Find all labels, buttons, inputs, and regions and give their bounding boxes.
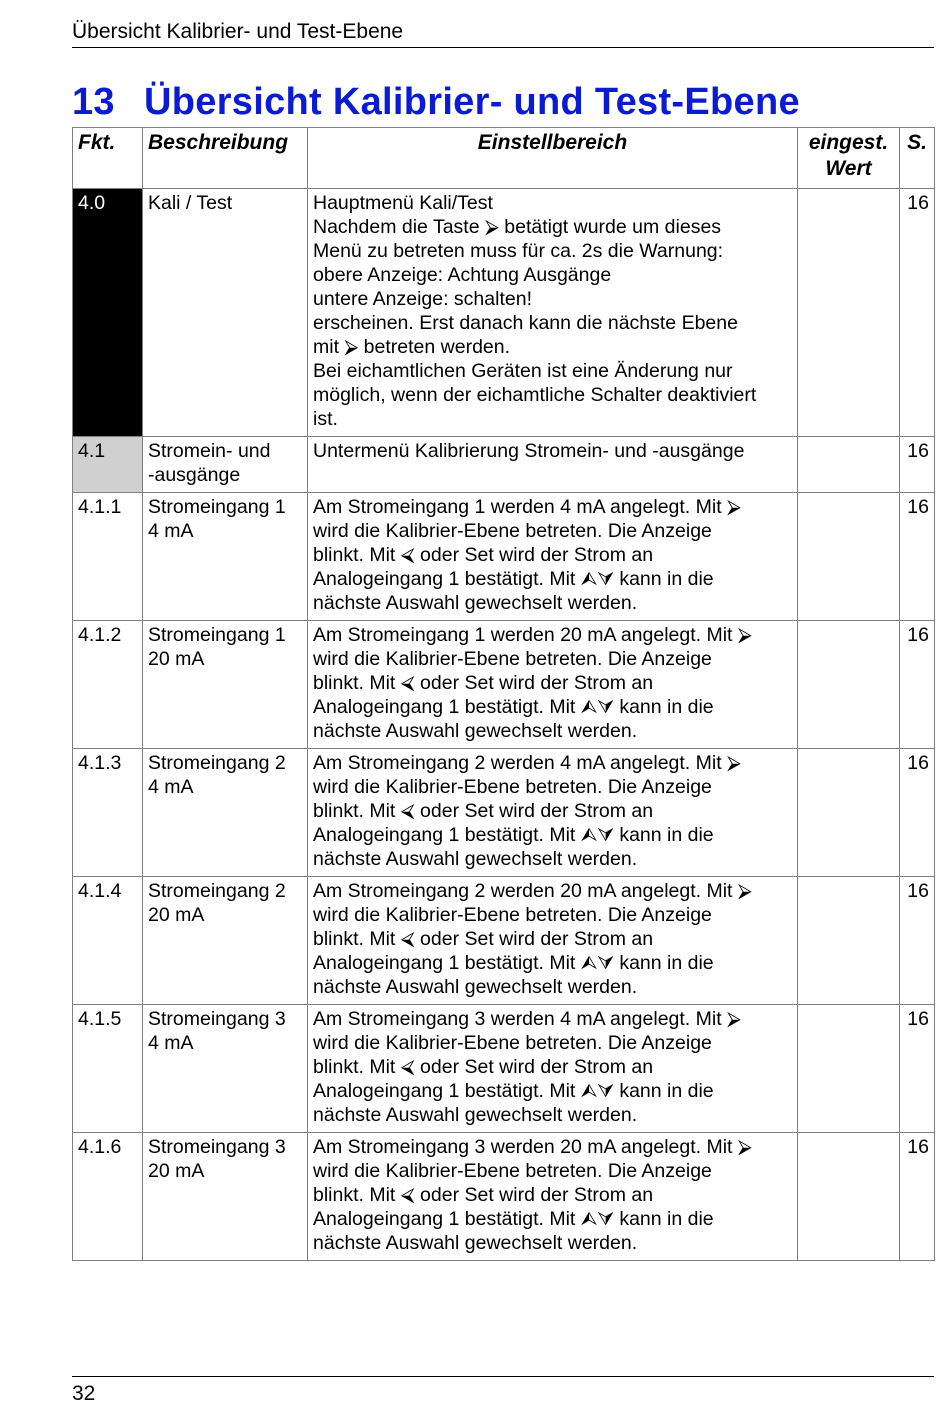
einstellbereich-line: mit ⮚ betreten werden.	[313, 336, 511, 358]
einstellbereich-line: Untermenü Kalibrierung Stromein- und -ausgänge	[313, 440, 745, 462]
einstellbereich-line: Analogeingang 1 bestätigt. Mit ⮙⮛ kann in die	[313, 824, 714, 846]
cell-beschreibung	[143, 189, 308, 437]
einstellbereich-line: nächste Auswahl gewechselt werden.	[313, 848, 638, 870]
einstellbereich-line: wird die Kalibrier-Ebene betreten. Die Anzeige	[313, 520, 712, 542]
cell-beschreibung	[143, 749, 308, 877]
beschreibung-line: Stromeingang 1	[148, 496, 286, 518]
cell-seite: 16	[900, 437, 935, 493]
cell-beschreibung	[143, 437, 308, 493]
einstellbereich-line: Nachdem die Taste ⮚ betätigt wurde um dieses	[313, 216, 722, 238]
einstellbereich-line: Am Stromeingang 2 werden 20 mA angelegt. Mit ⮚	[313, 880, 752, 902]
column-header-eingest-wert	[798, 128, 900, 189]
beschreibung-line: Stromeingang 2	[148, 880, 286, 902]
cell-eingest-wert	[798, 437, 900, 493]
overview-table	[72, 127, 935, 1261]
einstellbereich-line: wird die Kalibrier-Ebene betreten. Die Anzeige	[313, 1032, 712, 1054]
einstellbereich-line: Bei eichamtlichen Geräten ist eine Änderung nur	[313, 360, 733, 382]
cell-fkt: 4.1.4	[73, 877, 143, 1005]
cell-einstellbereich	[308, 749, 798, 877]
cell-fkt: 4.1	[73, 437, 143, 493]
table-row	[73, 877, 935, 1005]
cell-eingest-wert	[798, 877, 900, 1005]
einstellbereich-line: blinkt. Mit ⮘ oder Set wird der Strom an	[313, 928, 654, 950]
cell-seite: 16	[900, 1005, 935, 1133]
table-row	[73, 621, 935, 749]
beschreibung-line: Stromeingang 3	[148, 1136, 286, 1158]
einstellbereich-line: Analogeingang 1 bestätigt. Mit ⮙⮛ kann in die	[313, 952, 714, 974]
einstellbereich-line: Am Stromeingang 3 werden 4 mA angelegt. Mit ⮚	[313, 1008, 741, 1030]
einstellbereich-line: nächste Auswahl gewechselt werden.	[313, 976, 638, 998]
einstellbereich-line: wird die Kalibrier-Ebene betreten. Die Anzeige	[313, 904, 712, 926]
cell-seite: 16	[900, 877, 935, 1005]
einstellbereich-line: erscheinen. Erst danach kann die nächste Ebene	[313, 312, 738, 334]
einstellbereich-line: wird die Kalibrier-Ebene betreten. Die Anzeige	[313, 648, 712, 670]
cell-seite: 16	[900, 493, 935, 621]
running-footer	[72, 1376, 934, 1407]
cell-fkt: 4.1.1	[73, 493, 143, 621]
cell-eingest-wert	[798, 749, 900, 877]
running-header: Übersicht Kalibrier- und Test-Ebene	[72, 18, 934, 48]
column-header-beschreibung: Beschreibung	[143, 128, 308, 189]
einstellbereich-line: nächste Auswahl gewechselt werden.	[313, 720, 638, 742]
cell-fkt: 4.1.5	[73, 1005, 143, 1133]
page-number: 32	[72, 1382, 96, 1405]
beschreibung-line: Stromein- und	[148, 440, 271, 462]
cell-seite: 16	[900, 749, 935, 877]
einstellbereich-line: Am Stromeingang 2 werden 4 mA angelegt. Mit ⮚	[313, 752, 741, 774]
beschreibung-line: 4 mA	[148, 1032, 194, 1054]
table-body	[73, 189, 935, 1261]
einstellbereich-line: wird die Kalibrier-Ebene betreten. Die Anzeige	[313, 776, 712, 798]
einstellbereich-line: möglich, wenn der eichamtliche Schalter deaktiviert	[313, 384, 757, 406]
cell-beschreibung	[143, 877, 308, 1005]
table-row	[73, 1005, 935, 1133]
einstellbereich-line: blinkt. Mit ⮘ oder Set wird der Strom an	[313, 1184, 654, 1206]
cell-beschreibung	[143, 621, 308, 749]
table-header-row	[73, 128, 935, 189]
beschreibung-line: Stromeingang 2	[148, 752, 286, 774]
cell-einstellbereich	[308, 189, 798, 437]
section-number: 13	[72, 81, 115, 123]
cell-fkt: 4.0	[73, 189, 143, 437]
column-header-einstellbereich: Einstellbereich	[308, 128, 798, 189]
beschreibung-line: Kali / Test	[148, 192, 233, 214]
table-row	[73, 749, 935, 877]
cell-einstellbereich	[308, 877, 798, 1005]
cell-eingest-wert	[798, 189, 900, 437]
cell-eingest-wert	[798, 621, 900, 749]
beschreibung-line: 20 mA	[148, 648, 205, 670]
cell-fkt: 4.1.3	[73, 749, 143, 877]
einstellbereich-line: nächste Auswahl gewechselt werden.	[313, 1232, 638, 1254]
cell-seite: 16	[900, 1133, 935, 1261]
einstellbereich-line: obere Anzeige: Achtung Ausgänge	[313, 264, 612, 286]
column-header-fkt: Fkt.	[73, 128, 143, 189]
cell-einstellbereich	[308, 1133, 798, 1261]
einstellbereich-line: Am Stromeingang 1 werden 20 mA angelegt. Mit ⮚	[313, 624, 752, 646]
einstellbereich-line: Am Stromeingang 3 werden 20 mA angelegt. Mit ⮚	[313, 1136, 752, 1158]
einstellbereich-line: Analogeingang 1 bestätigt. Mit ⮙⮛ kann in die	[313, 1080, 714, 1102]
einstellbereich-line: Am Stromeingang 1 werden 4 mA angelegt. Mit ⮚	[313, 496, 741, 518]
cell-seite: 16	[900, 621, 935, 749]
cell-einstellbereich	[308, 493, 798, 621]
cell-beschreibung	[143, 1005, 308, 1133]
einstellbereich-line: Analogeingang 1 bestätigt. Mit ⮙⮛ kann in die	[313, 696, 714, 718]
beschreibung-line: 4 mA	[148, 776, 194, 798]
cell-beschreibung	[143, 1133, 308, 1261]
table-row	[73, 437, 935, 493]
table-row	[73, 189, 935, 437]
beschreibung-line: -ausgänge	[148, 464, 241, 486]
cell-seite: 16	[900, 189, 935, 437]
column-header-wert-line1: eingest.	[808, 131, 889, 154]
page-title	[72, 80, 942, 124]
column-header-wert-line2: Wert	[825, 157, 872, 180]
cell-eingest-wert	[798, 1005, 900, 1133]
einstellbereich-line: nächste Auswahl gewechselt werden.	[313, 592, 638, 614]
beschreibung-line: Stromeingang 1	[148, 624, 286, 646]
cell-fkt: 4.1.6	[73, 1133, 143, 1261]
column-header-seite: S.	[900, 128, 935, 189]
einstellbereich-line: nächste Auswahl gewechselt werden.	[313, 1104, 638, 1126]
beschreibung-line: 20 mA	[148, 1160, 205, 1182]
einstellbereich-line: ist.	[313, 408, 338, 430]
einstellbereich-line: blinkt. Mit ⮘ oder Set wird der Strom an	[313, 800, 654, 822]
einstellbereich-line: Analogeingang 1 bestätigt. Mit ⮙⮛ kann in die	[313, 568, 714, 590]
einstellbereich-line: blinkt. Mit ⮘ oder Set wird der Strom an	[313, 1056, 654, 1078]
beschreibung-line: Stromeingang 3	[148, 1008, 286, 1030]
beschreibung-line: 20 mA	[148, 904, 205, 926]
beschreibung-line: 4 mA	[148, 520, 194, 542]
einstellbereich-line: untere Anzeige: schalten!	[313, 288, 532, 310]
cell-einstellbereich	[308, 621, 798, 749]
cell-eingest-wert	[798, 493, 900, 621]
einstellbereich-line: blinkt. Mit ⮘ oder Set wird der Strom an	[313, 544, 654, 566]
cell-fkt: 4.1.2	[73, 621, 143, 749]
einstellbereich-line: Hauptmenü Kali/Test	[313, 192, 493, 214]
cell-eingest-wert	[798, 1133, 900, 1261]
table-row	[73, 493, 935, 621]
einstellbereich-line: blinkt. Mit ⮘ oder Set wird der Strom an	[313, 672, 654, 694]
section-title: Übersicht Kalibrier- und Test-Ebene	[144, 81, 800, 123]
table-row	[73, 1133, 935, 1261]
cell-beschreibung	[143, 493, 308, 621]
einstellbereich-line: wird die Kalibrier-Ebene betreten. Die Anzeige	[313, 1160, 712, 1182]
cell-einstellbereich	[308, 1005, 798, 1133]
einstellbereich-line: Analogeingang 1 bestätigt. Mit ⮙⮛ kann in die	[313, 1208, 714, 1230]
einstellbereich-line: Menü zu betreten muss für ca. 2s die Warnung:	[313, 240, 724, 262]
cell-einstellbereich	[308, 437, 798, 493]
